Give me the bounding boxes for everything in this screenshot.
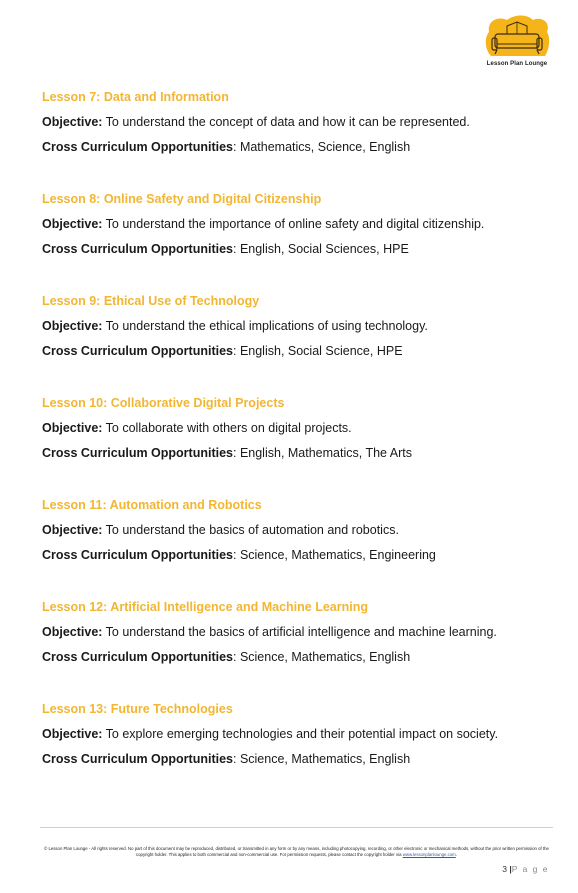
lesson-objective <box>42 727 542 741</box>
objective-text: To explore emerging technologies and their potential impact on society. <box>102 727 499 741</box>
cross-curriculum-label: Cross Curriculum Opportunities <box>42 446 233 460</box>
logo-text: Lesson Plan Lounge <box>486 61 548 67</box>
objective-label: Objective: <box>42 115 103 129</box>
cross-curriculum-text: : Science, Mathematics, English <box>233 752 411 766</box>
copyright-suffix: . <box>455 852 457 857</box>
lesson-title: Lesson 13: Future Technologies <box>42 702 233 716</box>
objective-text: To understand the basics of artificial intelligence and machine learning. <box>102 625 497 639</box>
objective-text: To understand the basics of automation and robotics. <box>102 523 399 537</box>
lesson-objective <box>42 625 542 639</box>
lesson-item <box>42 396 542 498</box>
lesson-item <box>42 498 542 600</box>
lesson-objective <box>42 217 542 231</box>
cross-curriculum-label: Cross Curriculum Opportunities <box>42 650 233 664</box>
lesson-item <box>42 90 542 192</box>
page-number <box>502 864 549 874</box>
objective-text: To understand the concept of data and how it can be represented. <box>102 115 470 129</box>
cross-curriculum-label: Cross Curriculum Opportunities <box>42 140 233 154</box>
lesson-cross-curriculum <box>42 140 542 154</box>
page-number-separator: | <box>509 864 512 874</box>
objective-text: To understand the importance of online safety and digital citizenship. <box>102 217 485 231</box>
objective-text: To understand the ethical implications of using technology. <box>102 319 428 333</box>
objective-label: Objective: <box>42 523 103 537</box>
cross-curriculum-label: Cross Curriculum Opportunities <box>42 548 233 562</box>
cross-curriculum-label: Cross Curriculum Opportunities <box>42 752 233 766</box>
lesson-objective <box>42 115 542 129</box>
lesson-item <box>42 600 542 702</box>
lesson-title: Lesson 8: Online Safety and Digital Citizenship <box>42 192 322 206</box>
lesson-title: Lesson 7: Data and Information <box>42 90 229 104</box>
objective-label: Objective: <box>42 727 103 741</box>
lesson-objective <box>42 523 542 537</box>
cross-curriculum-label: Cross Curriculum Opportunities <box>42 242 233 256</box>
objective-label: Objective: <box>42 217 103 231</box>
lesson-cross-curriculum <box>42 548 542 562</box>
sofa-logo-icon <box>481 14 553 62</box>
copyright-notice <box>40 846 553 858</box>
page-number-value: 3 <box>502 864 507 874</box>
lesson-title: Lesson 9: Ethical Use of Technology <box>42 294 260 308</box>
lesson-list <box>42 90 542 804</box>
lesson-item <box>42 294 542 396</box>
footer-divider <box>40 827 553 828</box>
cross-curriculum-text: : Science, Mathematics, Engineering <box>233 548 436 562</box>
cross-curriculum-text: : Science, Mathematics, English <box>233 650 411 664</box>
cross-curriculum-label: Cross Curriculum Opportunities <box>42 344 233 358</box>
lesson-item <box>42 702 542 804</box>
lesson-title: Lesson 11: Automation and Robotics <box>42 498 262 512</box>
cross-curriculum-text: : Mathematics, Science, English <box>233 140 411 154</box>
lesson-objective <box>42 319 542 333</box>
lesson-item <box>42 192 542 294</box>
objective-label: Objective: <box>42 625 103 639</box>
objective-label: Objective: <box>42 319 103 333</box>
copyright-text: © Lesson Plan Lounge - All rights reserved. No part of this document may be reproduced, distributed, or transmitted in any form or by any means, including photocopying, recording, or other electronic or mechanical methods, without the prior written permission of the copyright holder. This applies to both commercial and non-commercial use. For permission requests, please contact the copyright holder via <box>44 846 549 857</box>
cross-curriculum-text: : English, Mathematics, The Arts <box>233 446 413 460</box>
objective-label: Objective: <box>42 421 103 435</box>
page-label: P a g e <box>511 864 549 874</box>
cross-curriculum-text: : English, Social Science, HPE <box>233 344 403 358</box>
cross-curriculum-text: : English, Social Sciences, HPE <box>233 242 409 256</box>
lesson-title: Lesson 10: Collaborative Digital Projects <box>42 396 285 410</box>
website-link[interactable]: www.lessonplanlounge.com <box>402 852 456 857</box>
objective-text: To collaborate with others on digital projects. <box>102 421 352 435</box>
lesson-cross-curriculum <box>42 242 542 256</box>
lesson-cross-curriculum <box>42 446 542 460</box>
lesson-cross-curriculum <box>42 650 542 664</box>
lesson-objective <box>42 421 542 435</box>
lesson-title: Lesson 12: Artificial Intelligence and Machine Learning <box>42 600 369 614</box>
lesson-cross-curriculum <box>42 752 542 766</box>
lesson-cross-curriculum <box>42 344 542 358</box>
brand-logo <box>481 14 553 72</box>
